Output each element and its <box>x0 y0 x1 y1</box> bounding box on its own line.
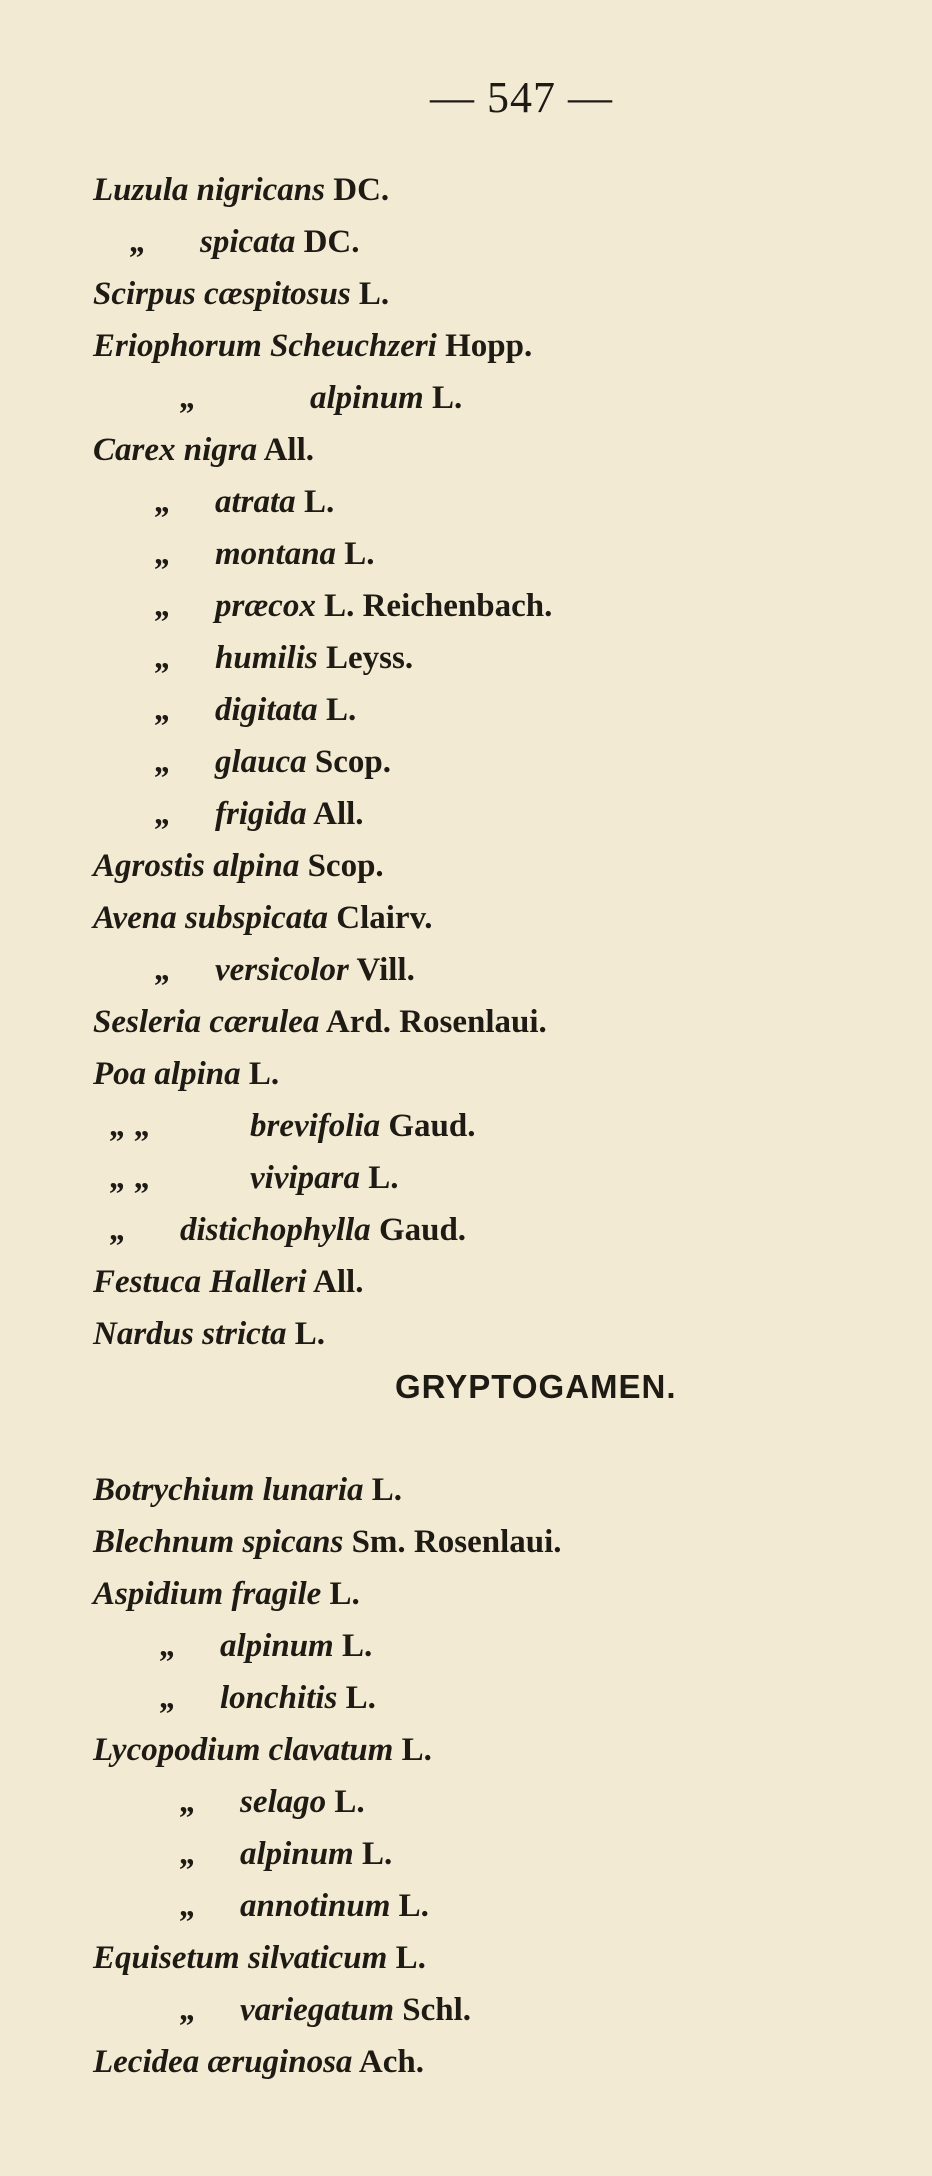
list-item <box>110 1106 476 1146</box>
ditto-mark: „ <box>160 1680 177 1716</box>
list-item <box>155 794 364 834</box>
species-name: lunaria <box>262 1472 364 1508</box>
author-citation: L. <box>431 380 463 416</box>
author-citation: L. <box>325 692 357 728</box>
genus-name: Scirpus <box>93 276 196 312</box>
list-item <box>155 482 334 522</box>
author-citation: Scop. <box>307 848 384 884</box>
list-item <box>155 638 413 678</box>
author-citation: Leyss. <box>325 640 414 676</box>
ditto-mark: „ <box>110 1212 127 1248</box>
species-name: atrata <box>215 484 296 520</box>
author-citation: Clairv. <box>336 900 433 936</box>
species-name: lonchitis <box>220 1680 338 1716</box>
list-item <box>160 1626 372 1666</box>
species-name: distichophylla <box>180 1212 371 1248</box>
genus-name: Aspidium <box>93 1576 224 1612</box>
ditto-mark: „ <box>155 588 172 624</box>
species-name: annotinum <box>240 1888 391 1924</box>
species-name: subspicata <box>184 900 328 936</box>
genus-name: Poa <box>93 1056 147 1092</box>
ditto-mark: „ <box>155 640 172 676</box>
genus-name: Sesleria <box>93 1004 202 1040</box>
list-item <box>93 1002 547 1042</box>
list-item <box>180 1886 429 1926</box>
author-citation: All. <box>313 1264 364 1300</box>
author-citation: Hopp. <box>445 328 533 364</box>
author-citation: L. <box>303 484 335 520</box>
genus-name: Luzula <box>93 172 189 208</box>
list-item <box>155 534 375 574</box>
list-item <box>93 1730 432 1770</box>
species-name: alpinum <box>240 1836 354 1872</box>
author-citation: L. <box>344 536 375 572</box>
list-item <box>93 430 314 470</box>
author-citation: L. <box>341 1628 373 1664</box>
species-name: glauca <box>215 744 307 780</box>
ditto-mark: „ <box>155 744 172 780</box>
species-name: alpina <box>154 1056 241 1092</box>
list-item <box>93 326 532 366</box>
author-citation: Sm. Rosenlaui. <box>351 1524 562 1560</box>
author-citation: L. <box>329 1576 360 1612</box>
genus-name: Lycopodium <box>93 1732 261 1768</box>
species-name: nigricans <box>196 172 325 208</box>
ditto-mark: „ <box>180 1992 197 2028</box>
species-name: nigra <box>183 432 258 468</box>
author-citation: Gaud. <box>388 1108 476 1144</box>
species-name: variegatum <box>240 1992 394 2028</box>
species-name: alpinum <box>220 1628 334 1664</box>
list-item <box>93 898 433 938</box>
list-item <box>93 846 384 886</box>
author-citation: L. <box>395 1940 426 1976</box>
species-name: æruginosa <box>207 2044 353 2080</box>
author-citation: L. <box>361 1836 393 1872</box>
species-name: clavatum <box>268 1732 394 1768</box>
ditto-mark: „ <box>180 1836 197 1872</box>
species-name: spicata <box>200 224 296 260</box>
genus-name: Eriophorum <box>93 328 262 364</box>
author-citation: DC. <box>333 172 390 208</box>
author-citation: Scop. <box>314 744 392 780</box>
species-name: cærulea <box>209 1004 320 1040</box>
author-citation: Gaud. <box>378 1212 467 1248</box>
ditto-mark: „ <box>180 380 197 416</box>
species-name: stricta <box>202 1316 287 1352</box>
author-citation: L. <box>294 1316 325 1352</box>
species-name: brevifolia <box>250 1108 381 1144</box>
author-citation: L. <box>345 1680 376 1716</box>
author-citation: L. <box>334 1784 365 1820</box>
list-item <box>93 274 389 314</box>
species-name: alpina <box>213 848 300 884</box>
ditto-mark: „ <box>155 692 172 728</box>
list-item <box>93 1574 360 1614</box>
species-name: spicans <box>242 1524 344 1560</box>
list-item <box>93 1522 562 1562</box>
list-item <box>155 690 356 730</box>
list-item <box>93 1470 402 1510</box>
ditto-mark: „ <box>180 1784 197 1820</box>
species-name: vivipara <box>250 1160 360 1196</box>
section-heading: GRYPTOGAMEN. <box>395 1368 677 1405</box>
genus-name: Botrychium <box>93 1472 255 1508</box>
list-item <box>180 1834 392 1874</box>
ditto-mark: „ <box>180 1888 197 1924</box>
author-citation: L. <box>358 276 390 312</box>
genus-name: Avena <box>93 900 177 936</box>
list-item <box>110 1158 399 1198</box>
ditto-mark: „ <box>155 536 172 572</box>
list-item <box>93 170 389 210</box>
ditto-mark: „ <box>155 484 172 520</box>
genus-name: Carex <box>93 432 176 468</box>
species-name: versicolor <box>215 952 349 988</box>
author-citation: Schl. <box>402 1992 472 2028</box>
list-item <box>180 1782 365 1822</box>
ditto-mark: „ <box>155 952 172 988</box>
list-item <box>155 586 552 626</box>
list-item <box>180 378 462 418</box>
author-citation: All. <box>313 796 364 832</box>
species-name: digitata <box>215 692 318 728</box>
list-item <box>155 742 391 782</box>
genus-name: Nardus <box>93 1316 194 1352</box>
species-name: selago <box>240 1784 327 1820</box>
author-citation: Ard. Rosenlaui. <box>325 1004 547 1040</box>
list-item <box>93 1314 325 1354</box>
ditto-mark: „ „ <box>110 1108 152 1144</box>
ditto-mark: „ <box>155 796 172 832</box>
species-name: fragile <box>231 1576 322 1612</box>
ditto-mark: „ „ <box>110 1160 152 1196</box>
author-citation: Vill. <box>356 952 415 988</box>
author-citation: L. <box>371 1472 403 1508</box>
list-item <box>160 1678 376 1718</box>
species-name: Halleri <box>209 1264 307 1300</box>
species-name: Scheuchzeri <box>270 328 437 364</box>
species-name: frigida <box>215 796 307 832</box>
list-item <box>155 950 415 990</box>
author-citation: L. <box>368 1160 399 1196</box>
ditto-mark: „ <box>160 1628 177 1664</box>
genus-name: Lecidea <box>93 2044 200 2080</box>
author-citation: Ach. <box>358 2044 424 2080</box>
author-citation: DC. <box>303 224 360 260</box>
genus-name: Festuca <box>93 1264 202 1300</box>
list-item <box>93 1262 363 1302</box>
species-name: cæspitosus <box>203 276 351 312</box>
list-item <box>93 1938 426 1978</box>
author-citation: L. <box>401 1732 432 1768</box>
author-citation: All. <box>263 432 314 468</box>
author-citation: L. <box>248 1056 280 1092</box>
species-name: silvaticum <box>247 1940 388 1976</box>
list-item <box>130 222 360 262</box>
list-item <box>180 1990 471 2030</box>
species-name: montana <box>215 536 337 572</box>
ditto-mark: „ <box>130 224 147 260</box>
species-name: humilis <box>215 640 318 676</box>
list-item <box>93 1054 279 1094</box>
author-citation: L. Reichenbach. <box>324 588 553 624</box>
author-citation: L. <box>398 1888 429 1924</box>
species-name: alpinum <box>310 380 424 416</box>
genus-name: Blechnum <box>93 1524 235 1560</box>
genus-name: Equisetum <box>93 1940 240 1976</box>
species-name: præcox <box>215 588 316 624</box>
genus-name: Agrostis <box>93 848 205 884</box>
page-number: — 547 — <box>430 73 613 122</box>
list-item <box>110 1210 466 1250</box>
list-item <box>93 2042 424 2082</box>
